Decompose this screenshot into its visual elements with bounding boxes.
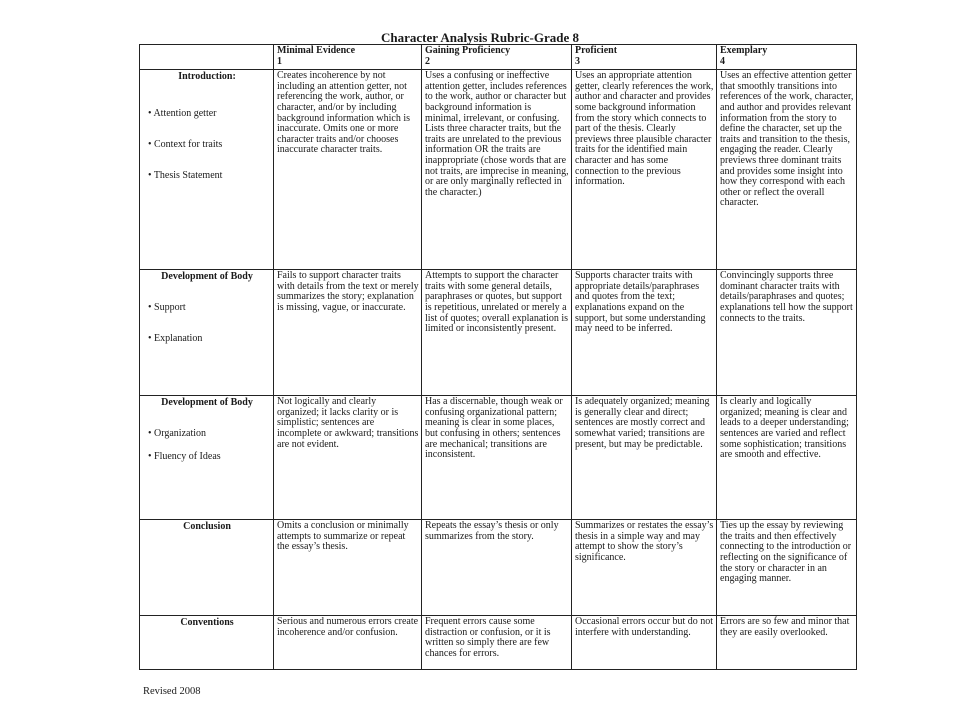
rubric-cell: Has a discernable, though weak or confusing organizational pattern; meaning is clear in some places, but confusing in others; sentences are mechanical; transitions are inconsistent.	[422, 396, 572, 520]
column-header-gaining	[422, 45, 572, 70]
row-title: Conclusion	[183, 521, 231, 533]
rubric-row-development-organization	[140, 396, 857, 520]
criterion-bullet: • Attention getter	[148, 108, 217, 120]
header-row	[140, 45, 857, 70]
column-score: 1	[277, 55, 282, 67]
column-label: Gaining Proficiency	[425, 45, 511, 56]
row-header	[140, 520, 274, 616]
rubric-cell: Not logically and clearly organized; it lacks clarity or is simplistic; sentences are incomplete or awkward; transitions are not evident.	[274, 396, 422, 520]
rubric-table	[139, 44, 857, 670]
column-label: Proficient	[575, 45, 618, 56]
rubric-cell: Uses an appropriate attention getter, clearly references the work, author and character and provides some background information from the story which connects to part of the thesis. Clearly previews three plausible character traits for the identified main character and has some connection to the previous information.	[572, 70, 717, 270]
rubric-cell: Frequent errors cause some distraction or confusion, or it is written so simply there are few chances for errors.	[422, 616, 572, 670]
revision-note: Revised 2008	[143, 686, 201, 697]
row-title: Introduction:	[178, 71, 236, 83]
criterion-bullet: • Support	[148, 302, 186, 314]
criterion-bullet: • Context for traits	[148, 139, 223, 151]
row-header	[140, 270, 274, 396]
rubric-cell: Uses an effective attention getter that smoothly transitions into references of the work, character, and author and provides relevant information from the story to define the character, set up the traits and transition to the thesis, engaging the reader. Clearly previews three dominant traits and provides some insight into how they correspond with each other or reflect the overall character.	[717, 70, 857, 270]
rubric-cell: Omits a conclusion or minimally attempts to summarize or repeat the essay’s thesis.	[274, 520, 422, 616]
row-header	[140, 396, 274, 520]
column-label: Minimal Evidence	[277, 45, 356, 56]
column-score: 4	[720, 55, 725, 67]
column-header-proficient	[572, 45, 717, 70]
row-title: Development of Body	[161, 397, 253, 409]
rubric-cell: Convincingly supports three dominant character traits with details/paraphrases and quotes; explanations tell how the support connects to the traits.	[717, 270, 857, 396]
rubric-cell: Supports character traits with appropriate details/paraphrases and quotes from the text; explanations expand on the support, but some understanding may need to be inferred.	[572, 270, 717, 396]
document-title: Character Analysis Rubric-Grade 8	[381, 30, 579, 45]
rubric-cell: Uses a confusing or ineffective attention getter, includes references to the work, author or character but background information is minimal, irrelevant, or confusing. Lists three character traits, but the traits are unrelated to the previous information OR the traits are inappropriate (chose words that are not traits, are imprecise in meaning, or are only marginally reflected in the character.)	[422, 70, 572, 270]
corner-cell	[140, 45, 274, 70]
rubric-cell: Occasional errors occur but do not interfere with understanding.	[572, 616, 717, 670]
rubric-cell: Errors are so few and minor that they are easily overlooked.	[717, 616, 857, 670]
criterion-bullet: • Organization	[148, 428, 207, 440]
rubric-cell: Serious and numerous errors create incoherence and/or confusion.	[274, 616, 422, 670]
column-header-minimal	[274, 45, 422, 70]
rubric-row-conclusion	[140, 520, 857, 616]
rubric-row-conventions	[140, 616, 857, 670]
rubric-row-introduction	[140, 70, 857, 270]
column-score: 2	[425, 55, 430, 67]
column-label: Exemplary	[720, 45, 768, 56]
rubric-cell: Summarizes or restates the essay’s thesis in a simple way and may attempt to show the story’s significance.	[572, 520, 717, 616]
row-header	[140, 616, 274, 670]
row-title: Conventions	[180, 617, 234, 629]
rubric-cell: Fails to support character traits with details from the text or merely summarizes the story; explanation is missing, vague, or inaccurate.	[274, 270, 422, 396]
rubric-cell: Is clearly and logically organized; meaning is clear and leads to a deeper understanding; sentences are varied and reflect some sophistication; transitions are smooth and effective.	[717, 396, 857, 520]
rubric-cell: Is adequately organized; meaning is generally clear and direct; sentences are mostly correct and somewhat varied; transitions are present, but may be predictable.	[572, 396, 717, 520]
row-title: Development of Body	[161, 271, 253, 283]
rubric-cell: Creates incoherence by not including an attention getter, not referencing the work, author, or character, and/or by including background information which is inaccurate. Omits one or more character traits and/or chooses inaccurate character traits.	[274, 70, 422, 270]
rubric-row-development-support	[140, 270, 857, 396]
column-score: 3	[575, 55, 580, 67]
rubric-cell: Repeats the essay’s thesis or only summarizes from the story.	[422, 520, 572, 616]
rubric-cell: Ties up the essay by reviewing the traits and then effectively connecting to the introduction or reflecting on the significance of the story or character in an engaging manner.	[717, 520, 857, 616]
criterion-bullet: • Fluency of Ideas	[148, 451, 221, 463]
row-header	[140, 70, 274, 270]
criterion-bullet: • Explanation	[148, 333, 203, 345]
column-header-exemplary	[717, 45, 857, 70]
criterion-bullet: • Thesis Statement	[148, 170, 223, 182]
rubric-cell: Attempts to support the character traits with some general details, paraphrases or quotes, but support is repetitious, unrelated or merely a list of quotes; overall explanation is limited or inconsistently present.	[422, 270, 572, 396]
